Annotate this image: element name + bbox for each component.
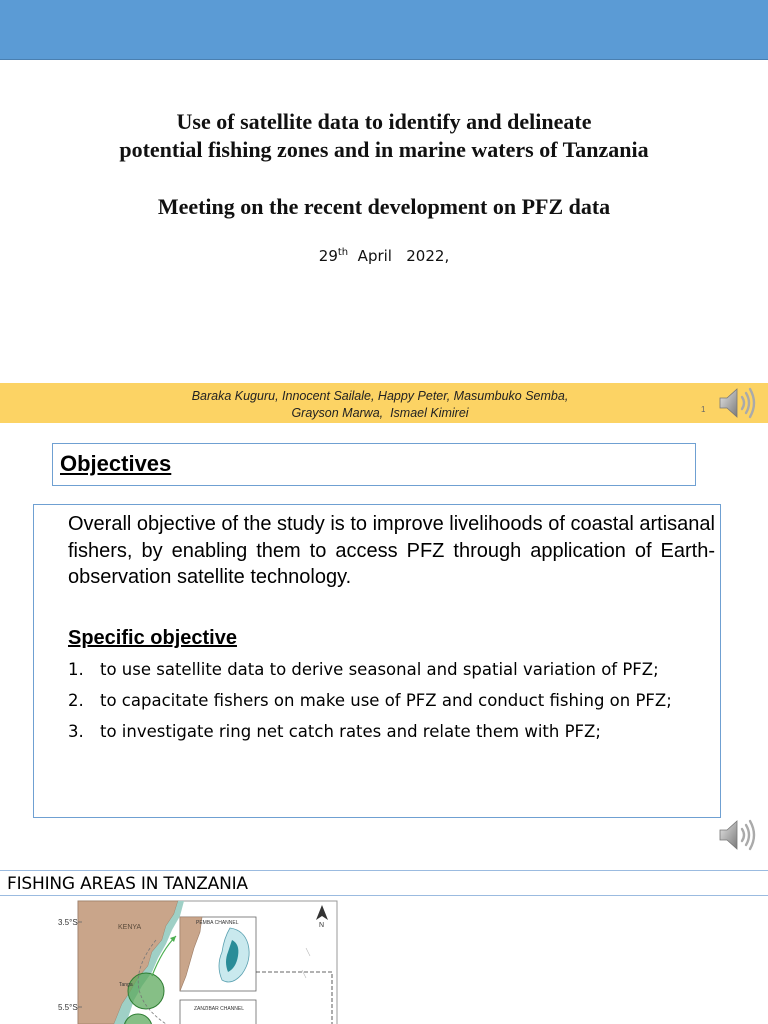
objectives-heading: Objectives — [60, 451, 172, 476]
slide-title — [0, 108, 768, 164]
list-item — [68, 718, 715, 746]
north-label: N — [319, 922, 325, 929]
slide-header-band — [0, 0, 768, 60]
list-number: 1. — [68, 660, 84, 679]
specific-objective-list — [68, 656, 715, 749]
channel-label: PEMBA CHANNEL — [196, 920, 239, 926]
objectives-heading-box — [52, 443, 696, 486]
list-item — [68, 656, 715, 684]
list-number: 2. — [68, 691, 84, 710]
slide-subtitle: Meeting on the recent development on PFZ data — [157, 194, 611, 219]
fishing-areas-title: FISHING AREAS IN TANZANIA — [7, 874, 248, 894]
author-list — [110, 388, 650, 422]
date-suffix: th — [337, 247, 349, 258]
specific-objective-heading: Specific objective — [68, 627, 237, 649]
lat-label: 3.5°S — [58, 918, 78, 927]
list-item — [68, 687, 715, 715]
objectives-body-box — [33, 504, 721, 818]
list-text: to use satellite data to derive seasonal and spatial variation of PFZ; — [100, 660, 659, 679]
slide-number: 1 — [701, 405, 706, 414]
title-line-2: potential fishing zones and in marine waters of Tanzania — [119, 137, 649, 162]
title-line-1: Use of satellite data to identify and delineate — [176, 109, 592, 134]
place-label: Tanga — [119, 982, 133, 988]
overall-objective: Overall objective of the study is to improve livelihoods of coastal artisanal fishers, by enabling them to access PFZ through application of Earth-observation satellite technology. — [68, 513, 715, 588]
list-text: to capacitate fishers on make use of PFZ and conduct fishing on PFZ; — [100, 691, 672, 710]
speaker-icon[interactable] — [716, 383, 760, 428]
author-band — [0, 383, 768, 423]
channel-label: ZANZIBAR CHANNEL — [194, 1006, 245, 1012]
fishing-areas-map — [56, 900, 338, 1024]
author-line-2: Grayson Marwa, Ismael Kimirei — [291, 406, 469, 420]
speaker-icon[interactable] — [716, 815, 760, 860]
meeting-date — [0, 247, 768, 265]
lat-label: 5.5°S — [58, 1003, 78, 1012]
list-number: 3. — [68, 722, 84, 741]
date-rest: April 2022, — [348, 247, 450, 265]
country-label: KENYA — [118, 924, 142, 931]
list-text: to investigate ring net catch rates and relate them with PFZ; — [100, 722, 601, 741]
date-day: 29 — [318, 247, 338, 265]
author-line-1: Baraka Kuguru, Innocent Sailale, Happy Peter, Masumbuko Semba, — [191, 389, 569, 403]
fishing-areas-title-box — [0, 870, 768, 896]
